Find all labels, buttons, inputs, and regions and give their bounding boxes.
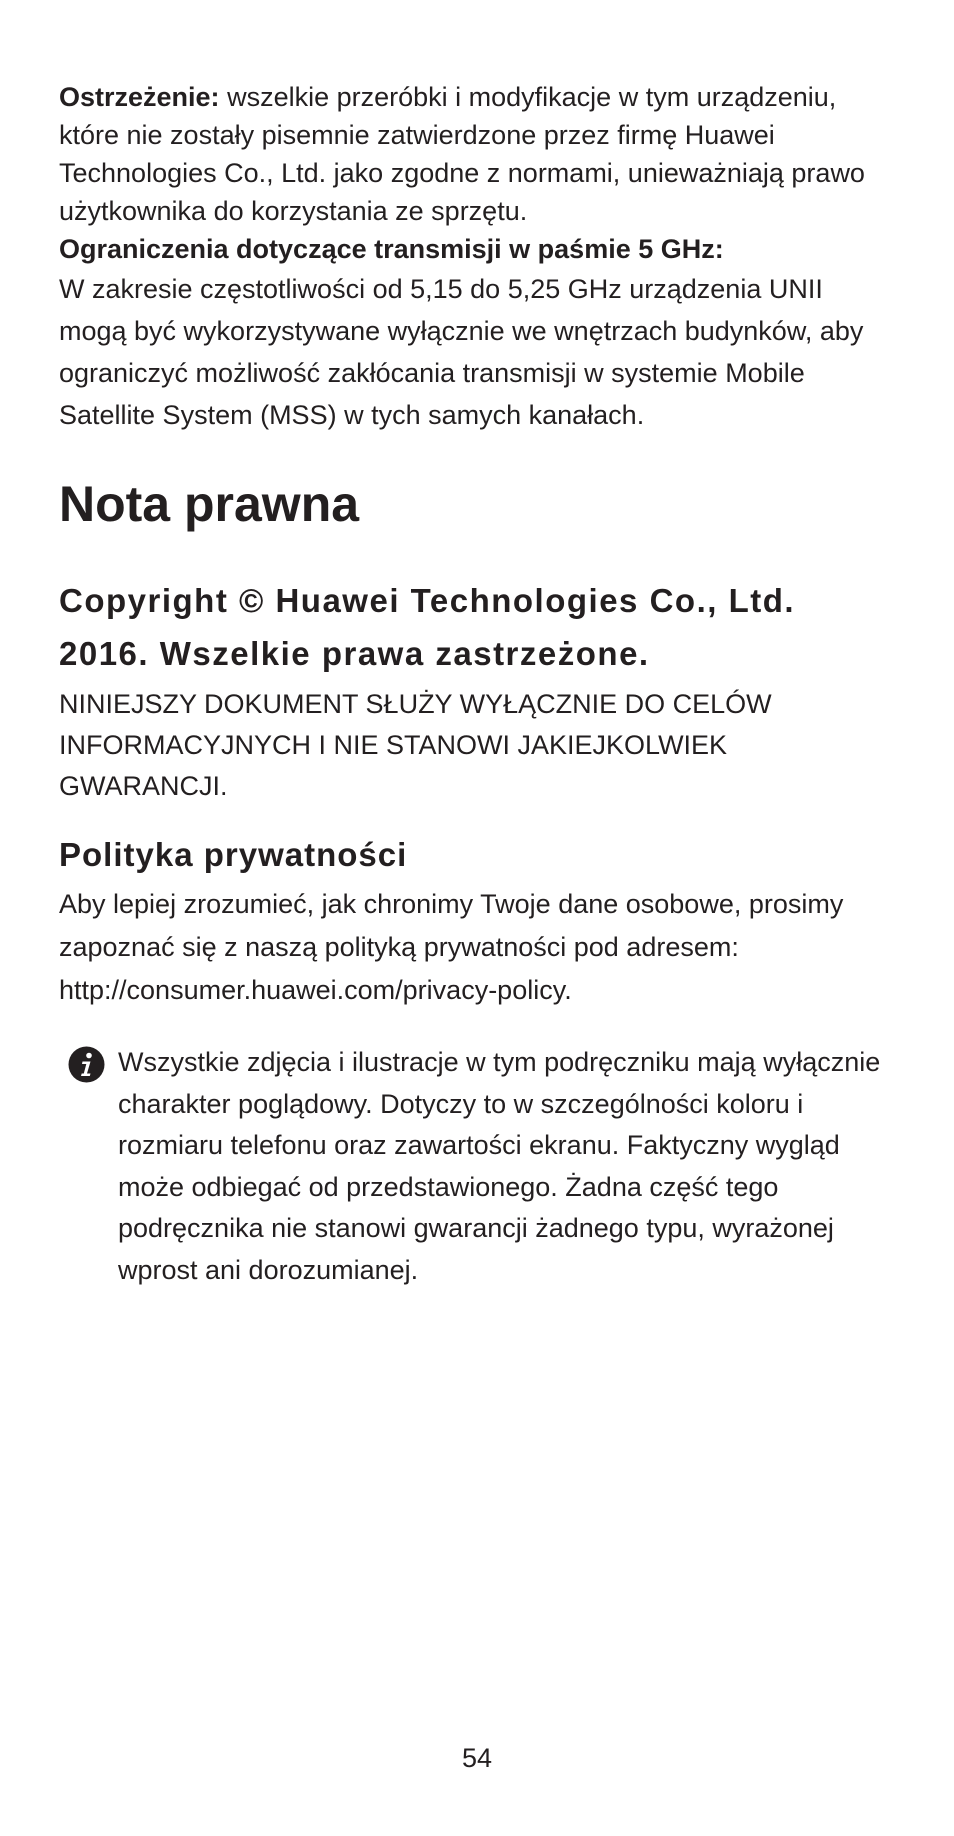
warning-paragraph <box>59 78 889 230</box>
warning-label: Ostrzeżenie: <box>59 82 220 112</box>
page-number: 54 <box>461 1743 493 1773</box>
note-block <box>59 1042 889 1291</box>
legal-notice-title: Nota prawna <box>59 476 360 532</box>
info-icon <box>68 1046 105 1083</box>
document-page <box>59 78 889 1291</box>
privacy-policy-heading: Polityka prywatności <box>59 836 408 873</box>
copyright-heading: Copyright © Huawei Technologies Co., Ltd. 2016. Wszelkie prawa zastrzeżone. <box>59 582 796 672</box>
band-restriction-text: W zakresie częstotliwości od 5,15 do 5,25 GHz urządzenia UNII mogą być wykorzystywane wyłącznie we wnętrzach budynków, aby ograniczyć możliwość zakłócania transmisji w systemie Mobile Satellite System (MSS) w tych samych kanałach. <box>59 274 864 430</box>
privacy-policy-text: Aby lepiej zrozumieć, jak chronimy Twoje dane osobowe, prosimy zapoznać się z naszą polityką prywatności pod adresem: http://consumer.huawei.com/privacy-policy. <box>59 889 844 1005</box>
disclaimer-text: NINIEJSZY DOKUMENT SŁUŻY WYŁĄCZNIE DO CELÓW INFORMACYJNYCH I NIE STANOWI JAKIEJKOLWIEK GWARANCJI. <box>59 689 772 801</box>
warning-text: wszelkie przeróbki i modyfikacje w tym urządzeniu, które nie zostały pisemnie zatwierdzone przez firmę Huawei Technologies Co., Ltd. jako zgodne z normami, unieważniają prawo użytkownika do korzystania ze sprzętu. <box>59 82 865 226</box>
note-text: Wszystkie zdjęcia i ilustracje w tym podręczniku mają wyłącznie charakter poglądowy. Dotyczy to w szczególności koloru i rozmiaru telefonu oraz zawartości ekranu. Faktyczny wygląd może odbiegać od przedstawionego. Żadna część tego podręcznika nie stanowi gwarancji żadnego typu, wyrażonej wprost ani dorozumianej. <box>118 1047 881 1285</box>
band-restriction-heading: Ograniczenia dotyczące transmisji w paśmie 5 GHz: <box>59 234 724 264</box>
